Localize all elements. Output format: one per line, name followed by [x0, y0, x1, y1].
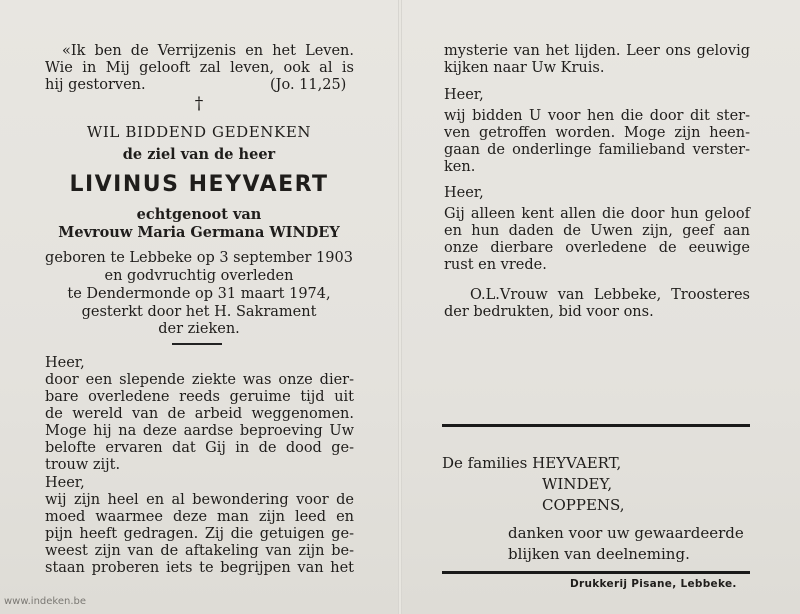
family-name: WINDEY, — [542, 475, 613, 493]
spouse-name: Mevrouw Maria Germana WINDEY — [58, 224, 340, 241]
quote-line: Wie in Mij gelooft zal leven, ook al is — [45, 60, 354, 76]
bio-line: te Dendermonde op 31 maart 1974, — [67, 286, 331, 302]
prayer-line: door een slepende ziekte was onze dier- — [45, 372, 354, 388]
prayer-line: Heer, — [45, 475, 85, 491]
thanks-line: danken voor uw gewaardeerde — [508, 524, 744, 542]
quote-line: hij gestorven. — [45, 77, 146, 93]
prayer-line: bare overledene reeds geruime tijd uit — [45, 389, 354, 405]
prayer-line: Heer, — [45, 355, 85, 371]
right-page — [402, 0, 800, 614]
prayer-line: Gij alleen kent allen die door hun geloof — [444, 206, 750, 222]
prayer-line: Moge hij na deze aardse beproeving Uw — [45, 423, 354, 439]
prayer-line: Heer, — [444, 185, 484, 201]
bio-line: en godvruchtig overleden — [104, 268, 294, 284]
left-page — [0, 0, 398, 614]
prayer-line: kijken naar Uw Kruis. — [444, 60, 605, 76]
remember-heading: WIL BIDDEND GEDENKEN — [86, 123, 312, 141]
spouse-of-line: echtgenoot van — [136, 206, 262, 223]
invocation-line: der bedrukten, bid voor ons. — [444, 304, 654, 320]
prayer-line: weest zijn van de aftakeling van zijn be- — [45, 543, 354, 559]
divider — [442, 424, 750, 427]
bio-line: der zieken. — [158, 321, 240, 337]
divider — [172, 343, 222, 345]
prayer-line: de wereld van de arbeid weggenomen. — [45, 406, 354, 422]
thanks-line: blijken van deelneming. — [508, 545, 690, 563]
prayer-line: wij zijn heel en al bewondering voor de — [45, 492, 354, 508]
bio-line: gesterkt door het H. Sakrament — [81, 304, 317, 320]
quote-line: «Ik ben de Verrijzenis en het Leven. — [62, 43, 354, 59]
soul-of-line: de ziel van de heer — [122, 146, 276, 163]
prayer-line: belofte ervaren dat Gij in de dood ge- — [45, 440, 354, 456]
deceased-name: LIVINUS HEYVAERT — [69, 172, 329, 197]
families-intro: De families HEYVAERT, — [442, 454, 622, 472]
prayer-line: ven getroffen worden. Moge zijn heen- — [444, 125, 750, 141]
prayer-line: moed waarmee deze man zijn leed en — [45, 509, 354, 525]
invocation-line: O.L.Vrouw van Lebbeke, Troosteres — [470, 287, 750, 303]
cross-symbol: † — [194, 94, 204, 114]
prayer-line: staan proberen iets te begrijpen van het — [45, 560, 354, 576]
watermark: www.indeken.be — [4, 596, 87, 607]
prayer-line: onze dierbare overledene de eeuwige — [444, 240, 750, 256]
prayer-line: mysterie van het lijden. Leer ons gelovig — [444, 43, 750, 59]
prayer-line: gaan de onderlinge familieband verster- — [444, 142, 750, 158]
prayer-line: ken. — [444, 159, 476, 175]
family-name: COPPENS, — [542, 496, 625, 514]
prayer-line: rust en vrede. — [444, 257, 547, 273]
prayer-line: Heer, — [444, 87, 484, 103]
prayer-line: pijn heeft gedragen. Zij die getuigen ge- — [45, 526, 354, 542]
printer-imprint: Drukkerij Pisane, Lebbeke. — [570, 578, 737, 590]
bio-line: geboren te Lebbeke op 3 september 1903 — [45, 250, 353, 266]
divider — [442, 571, 750, 574]
prayer-line: trouw zijt. — [45, 457, 121, 473]
prayer-line: en hun daden de Uwen zijn, geef aan — [444, 223, 750, 239]
prayer-line: wij bidden U voor hen die door dit ster- — [444, 108, 750, 124]
quote-reference: (Jo. 11,25) — [270, 77, 347, 93]
